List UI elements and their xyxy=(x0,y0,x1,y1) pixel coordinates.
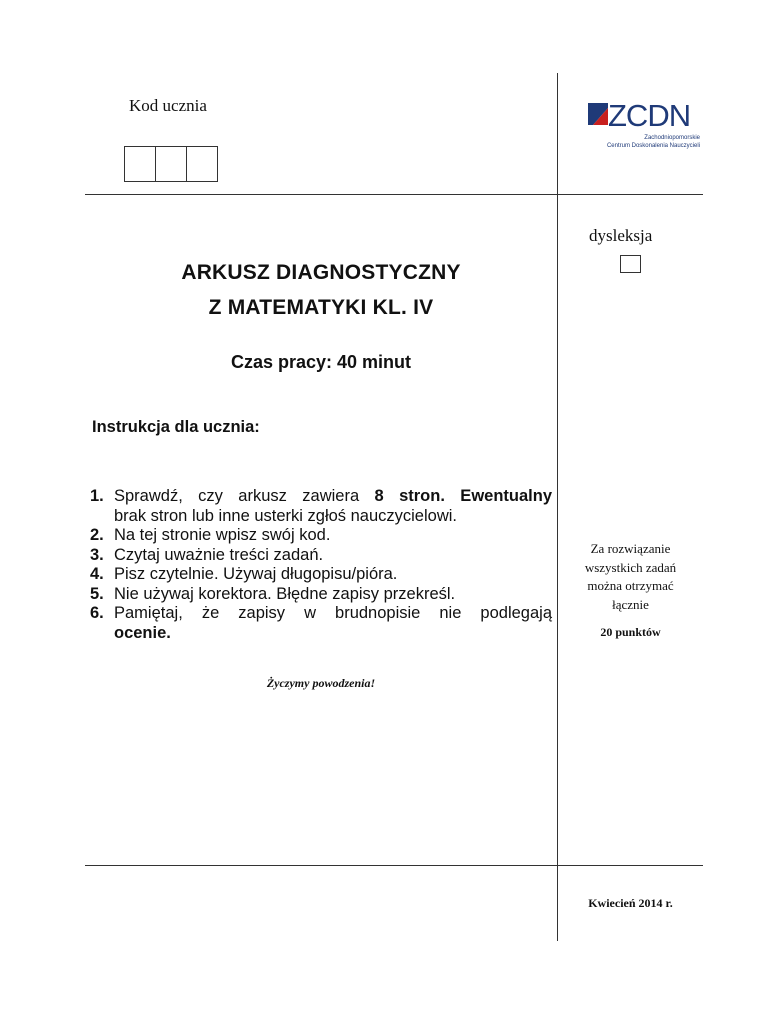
student-code-label: Kod ucznia xyxy=(129,96,207,115)
logo-subtitle: Zachodniopomorskie Centrum Doskonalenia Nauczycieli xyxy=(606,135,700,149)
item-number: 2. xyxy=(90,526,104,544)
work-time xyxy=(85,352,557,373)
instructions-heading: Instrukcja dla ucznia: xyxy=(92,418,260,436)
vertical-divider xyxy=(557,73,558,941)
student-code-box[interactable] xyxy=(155,146,187,182)
item-number: 6. xyxy=(90,604,104,622)
top-divider xyxy=(85,194,703,195)
points-total: 20 punktów xyxy=(600,625,661,639)
instructions-list xyxy=(90,487,552,643)
list-item: 4. Pisz czytelnie. Używaj długopisu/pióra. xyxy=(90,565,398,583)
closing-wish: Życzymy powodzenia! xyxy=(266,676,376,690)
zcdn-logo-mark-icon xyxy=(588,103,608,129)
dyslexia-checkbox[interactable] xyxy=(620,255,641,273)
dyslexia-label: dysleksja xyxy=(589,226,653,245)
student-code-box[interactable] xyxy=(124,146,156,182)
exam-date: Kwiecień 2014 r. xyxy=(588,896,673,910)
work-time-label: Czas pracy: xyxy=(230,352,333,372)
list-item: 3. Czytaj uważnie treści zadań. xyxy=(90,545,324,564)
title-line-2: Z MATEMATYKI KL. IV xyxy=(208,296,434,319)
bottom-divider xyxy=(85,865,703,866)
item-number: 4. xyxy=(90,565,104,583)
list-item: 2. Na tej stronie wpisz swój kod. xyxy=(90,526,331,544)
zcdn-logo xyxy=(588,98,703,153)
title-line-1: ARKUSZ DIAGNOSTYCZNY xyxy=(181,261,461,284)
work-time-value: 40 minut xyxy=(337,352,412,372)
student-code-box[interactable] xyxy=(186,146,218,182)
list-item: 6. Pamiętaj, że zapisy w brudnopisie nie podlegają ocenie. xyxy=(90,604,552,642)
item-number: 5. xyxy=(90,584,104,603)
item-number: 1. xyxy=(90,487,104,505)
points-info: Za rozwiązanie wszystkich zadań można otrzymać łącznie xyxy=(584,541,677,612)
list-item: 1. Sprawdź, czy arkusz zawiera 8 stron. Ewentualny brak stron lub inne usterki zgłoś nauczycielowi. xyxy=(90,487,552,525)
item-number: 3. xyxy=(90,545,104,564)
list-item: 5. Nie używaj korektora. Błędne zapisy przekreśl. xyxy=(90,584,456,603)
student-code-boxes xyxy=(124,146,218,182)
logo-text: ZCDN xyxy=(608,98,691,133)
